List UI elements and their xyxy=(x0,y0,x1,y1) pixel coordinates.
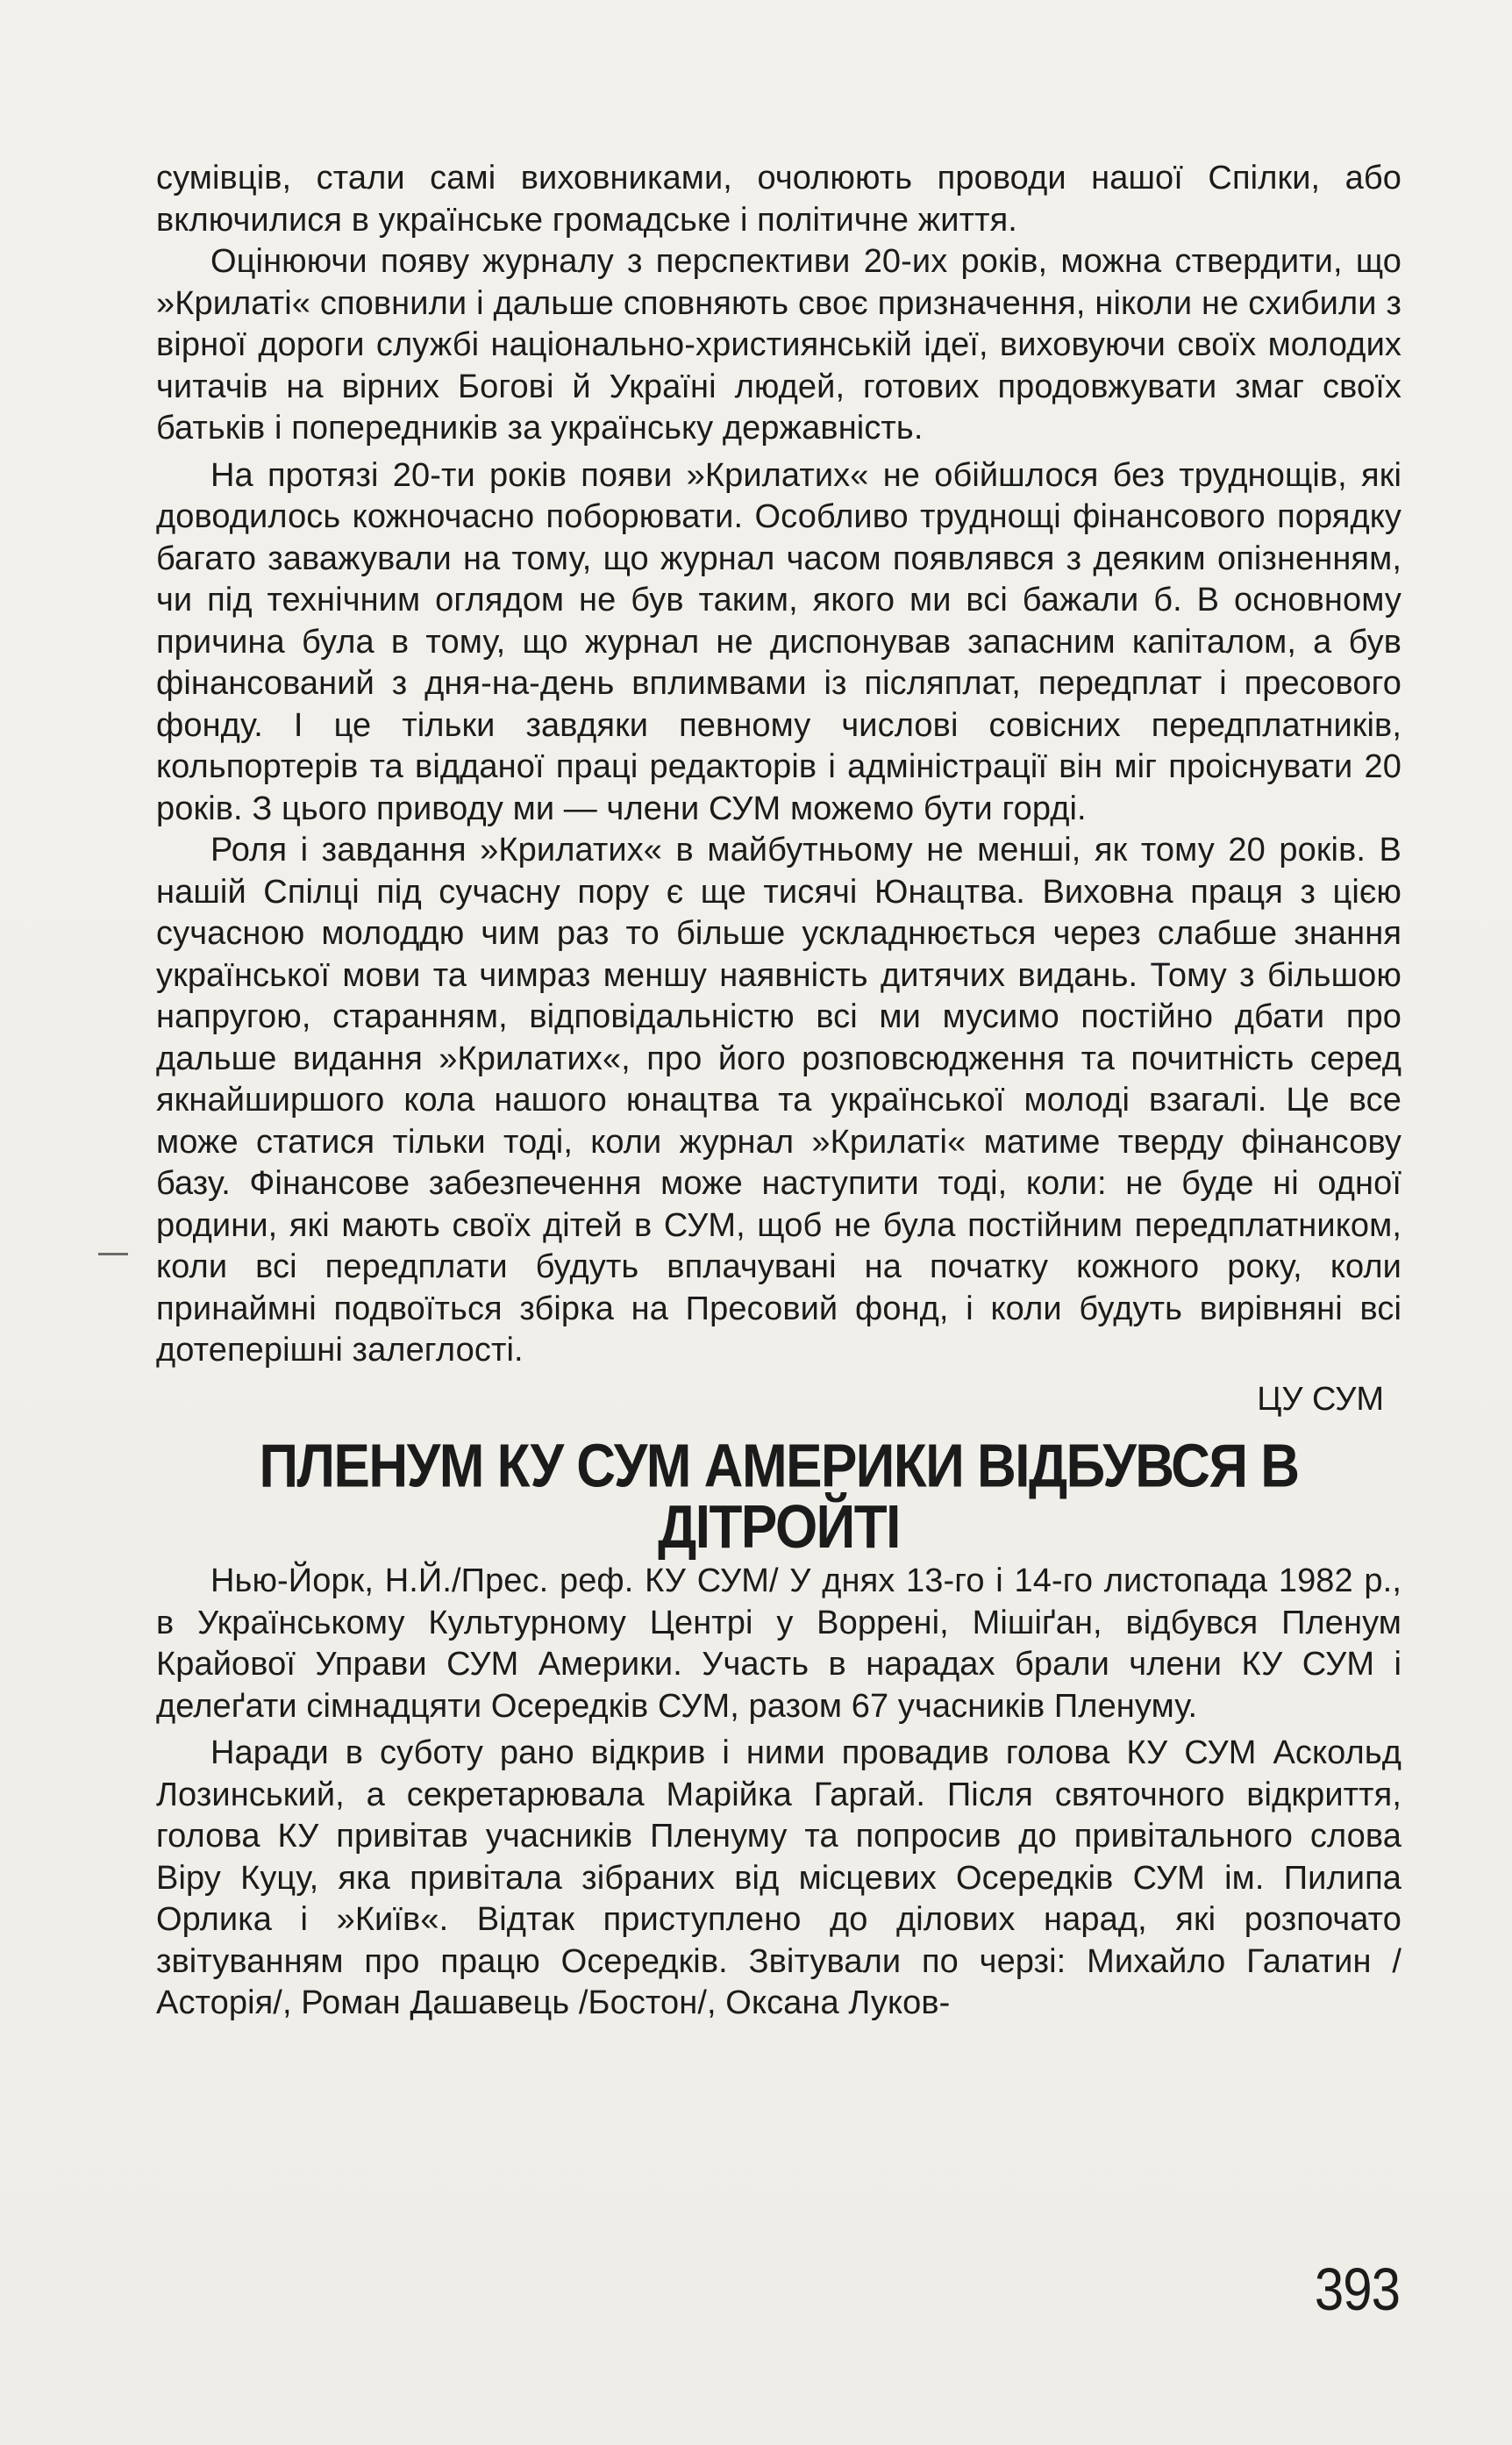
text-column xyxy=(156,158,1401,2025)
paragraph: сумівців, стали самі виховниками, очолюють проводи нашої Спілки, або включилися в українське громадське і політичне життя. xyxy=(156,160,1401,239)
paragraph: Роля і завдання »Крилатих« в майбутньому не менші, як тому 20 років. В нашій Спілці під сучасну пору є ще тисячі Юнацтва. Виховна праця з цією сучасною молоддю чим раз то більше ускладнюється через слабше знання української мови та чимраз меншу наявність дитячих видань. Тому з більшою напругою, старанням, відповідальністю всі ми мусимо постійно дбати про дальше видання »Крилатих«, про його розповсюдження та почитність серед якнайширшого кола нашого юнацтва та української молоді взагалі. Це все може статися тільки тоді, коли журнал »Крилаті« матиме тверду фінансову базу. Фінансове забезпечення може наступити тоді, коли: не буде ні одної родини, які мають своїх дітей в СУМ, щоб не була постійним передплатником, коли всі передплати будуть вплачувані на початку кожного року, коли принаймні подвоїться збірка на Пресовий фонд, і коли будуть вирівняні всі дотеперішні залеглості. xyxy=(156,832,1401,1369)
paragraph: Нью-Йорк, Н.Й./Прес. реф. КУ СУМ/ У днях 13-го і 14-го листопада 1982 р., в Українському Культурному Центрі у Воррені, Мішіґан, відбувся Пленум Крайової Управи СУМ Америки. Участь в нарадах брали члени КУ СУМ і делеґати сімнадцяти Осередків СУМ, разом 67 учасників Пленуму. xyxy=(156,1562,1401,1725)
paragraph: Оцінюючи появу журналу з перспективи 20-их років, можна ствердити, що »Крилаті« сповнили і дальше сповняють своє призначення, ніколи не схибили з вірної дороги службі національно-християнській ідеї, виховуючи своїх молодих читачів на вірних Богові й Україні людей, готових продовжувати змаг своїх батьків і попередників за українську державність. xyxy=(156,243,1401,447)
page-number: 393 xyxy=(1314,2255,1400,2324)
article-headline: ПЛЕНУМ КУ СУМ АМЕРИКИ ВІДБУВСЯ В ДІТРОЙТІ xyxy=(259,1433,1299,1562)
margin-mark xyxy=(98,1253,128,1255)
signature: ЦУ СУМ xyxy=(1257,1380,1384,1418)
paragraph: Наради в суботу рано відкрив і ними провадив голова КУ СУМ Аскольд Лозинський, а секретарювала Марійка Гаргай. Після святочного відкриття, голова КУ привітав учасників Пленуму та попросив до привітального слова Віру Куцу, яка привітала зібраних від місцевих Осередків СУМ ім. Пилипа Орлика і »Київ«. Відтак приступлено до ділових нарад, які розпочато звітуванням про працю Осередків. Звітували по черзі: Михайло Галатин /Асторія/, Роман Дашавець /Бостон/, Оксана Луков- xyxy=(156,1734,1401,2021)
paragraph: На протязі 20-ти років появи »Крилатих« не обійшлося без труднощів, які доводилось кожночасно поборювати. Особливо труднощі фінансового порядку багато заважували на тому, що журнал часом появлявся з деяким опізненням, чи під технічним оглядом не був таким, якого ми всі бажали б. В основному причина була в тому, що журнал не диспонував запасним капіталом, а був фінансований з дня-на-день вплимвами із післяплат, передплат і пресового фонду. І це тільки завдяки певному числові совісних передплатників, кольпортерів та відданої праці редакторів і адміністрації він міг проіснувати 20 років. З цього приводу ми — члени СУМ можемо бути горді. xyxy=(156,456,1401,827)
